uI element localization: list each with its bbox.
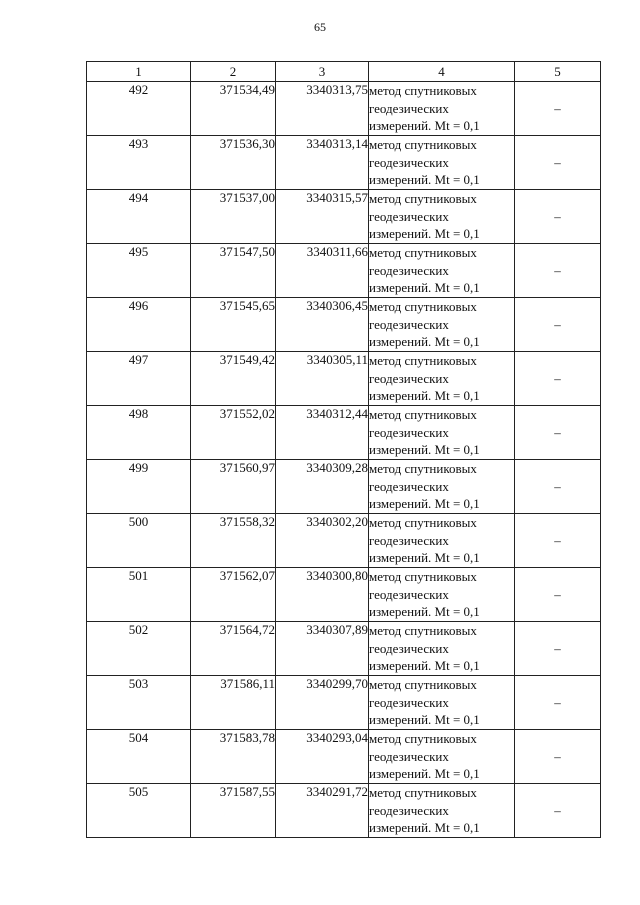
coordinates-table	[86, 61, 601, 838]
accuracy-cell: –	[515, 82, 601, 136]
table-header-row	[87, 62, 601, 82]
method-line: измерений. Mt = 0,1	[369, 226, 480, 241]
method-line: измерений. Mt = 0,1	[369, 766, 480, 781]
accuracy-cell: –	[515, 406, 601, 460]
page-number: 65	[314, 20, 326, 34]
accuracy-cell: –	[515, 298, 601, 352]
point-number-cell: 497	[87, 352, 191, 406]
method-cell	[369, 730, 515, 784]
method-line: геодезических	[369, 586, 449, 602]
point-number-cell: 492	[87, 82, 191, 136]
y-coordinate-cell: 3340315,57	[276, 190, 369, 244]
x-coordinate-cell: 371536,30	[191, 136, 276, 190]
method-line: геодезических	[369, 370, 449, 386]
y-coordinate-cell: 3340302,20	[276, 514, 369, 568]
table-row	[87, 82, 601, 136]
method-line: геодезических	[369, 802, 449, 818]
header-cell: 2	[191, 62, 276, 82]
method-line: измерений. Mt = 0,1	[369, 820, 480, 835]
header-cell: 5	[515, 62, 601, 82]
point-number-cell: 494	[87, 190, 191, 244]
x-coordinate-cell: 371587,55	[191, 784, 276, 838]
method-cell	[369, 568, 515, 622]
method-line: метод спутниковых	[369, 569, 477, 584]
accuracy-cell: –	[515, 244, 601, 298]
x-coordinate-cell: 371545,65	[191, 298, 276, 352]
table-row	[87, 136, 601, 190]
x-coordinate-cell: 371583,78	[191, 730, 276, 784]
method-cell	[369, 352, 515, 406]
accuracy-cell: –	[515, 190, 601, 244]
accuracy-cell: –	[515, 136, 601, 190]
header-cell: 3	[276, 62, 369, 82]
method-line: метод спутниковых	[369, 299, 477, 314]
accuracy-cell: –	[515, 676, 601, 730]
point-number-cell: 499	[87, 460, 191, 514]
method-line: геодезических	[369, 532, 449, 548]
header-cell: 1	[87, 62, 191, 82]
point-number-cell: 503	[87, 676, 191, 730]
table-body	[87, 82, 601, 838]
method-cell	[369, 514, 515, 568]
method-line: измерений. Mt = 0,1	[369, 118, 480, 133]
x-coordinate-cell: 371549,42	[191, 352, 276, 406]
method-line: геодезических	[369, 208, 449, 224]
y-coordinate-cell: 3340307,89	[276, 622, 369, 676]
accuracy-cell: –	[515, 730, 601, 784]
method-line: измерений. Mt = 0,1	[369, 388, 480, 403]
method-line: метод спутниковых	[369, 461, 477, 476]
method-line: измерений. Mt = 0,1	[369, 172, 480, 187]
accuracy-cell: –	[515, 784, 601, 838]
y-coordinate-cell: 3340305,11	[276, 352, 369, 406]
y-coordinate-cell: 3340313,14	[276, 136, 369, 190]
method-line: геодезических	[369, 262, 449, 278]
accuracy-cell: –	[515, 514, 601, 568]
method-cell	[369, 676, 515, 730]
method-line: измерений. Mt = 0,1	[369, 442, 480, 457]
table-row	[87, 190, 601, 244]
method-line: измерений. Mt = 0,1	[369, 604, 480, 619]
method-line: измерений. Mt = 0,1	[369, 550, 480, 565]
method-line: геодезических	[369, 694, 449, 710]
point-number-cell: 501	[87, 568, 191, 622]
method-line: метод спутниковых	[369, 623, 477, 638]
method-cell	[369, 136, 515, 190]
table-row	[87, 514, 601, 568]
accuracy-cell: –	[515, 352, 601, 406]
method-line: измерений. Mt = 0,1	[369, 280, 480, 295]
table-row	[87, 298, 601, 352]
table-row	[87, 784, 601, 838]
method-line: метод спутниковых	[369, 515, 477, 530]
method-line: метод спутниковых	[369, 245, 477, 260]
point-number-cell: 502	[87, 622, 191, 676]
method-cell	[369, 82, 515, 136]
accuracy-cell: –	[515, 568, 601, 622]
point-number-cell: 504	[87, 730, 191, 784]
table-row	[87, 676, 601, 730]
y-coordinate-cell: 3340313,75	[276, 82, 369, 136]
table-row	[87, 568, 601, 622]
header-cell: 4	[369, 62, 515, 82]
method-cell	[369, 784, 515, 838]
point-number-cell: 500	[87, 514, 191, 568]
method-cell	[369, 190, 515, 244]
method-cell	[369, 406, 515, 460]
method-line: геодезических	[369, 424, 449, 440]
point-number-cell: 493	[87, 136, 191, 190]
y-coordinate-cell: 3340300,80	[276, 568, 369, 622]
method-line: метод спутниковых	[369, 677, 477, 692]
method-line: метод спутниковых	[369, 137, 477, 152]
method-line: геодезических	[369, 316, 449, 332]
method-cell	[369, 298, 515, 352]
x-coordinate-cell: 371586,11	[191, 676, 276, 730]
y-coordinate-cell: 3340309,28	[276, 460, 369, 514]
point-number-cell: 496	[87, 298, 191, 352]
method-line: метод спутниковых	[369, 353, 477, 368]
y-coordinate-cell: 3340293,04	[276, 730, 369, 784]
x-coordinate-cell: 371534,49	[191, 82, 276, 136]
method-cell	[369, 244, 515, 298]
table-row	[87, 460, 601, 514]
method-line: метод спутниковых	[369, 191, 477, 206]
y-coordinate-cell: 3340291,72	[276, 784, 369, 838]
y-coordinate-cell: 3340299,70	[276, 676, 369, 730]
table-row	[87, 622, 601, 676]
method-line: метод спутниковых	[369, 785, 477, 800]
table-row	[87, 730, 601, 784]
method-line: измерений. Mt = 0,1	[369, 334, 480, 349]
method-line: геодезических	[369, 640, 449, 656]
table-row	[87, 352, 601, 406]
y-coordinate-cell: 3340306,45	[276, 298, 369, 352]
method-line: геодезических	[369, 154, 449, 170]
y-coordinate-cell: 3340312,44	[276, 406, 369, 460]
x-coordinate-cell: 371560,97	[191, 460, 276, 514]
x-coordinate-cell: 371552,02	[191, 406, 276, 460]
accuracy-cell: –	[515, 622, 601, 676]
method-line: метод спутниковых	[369, 731, 477, 746]
y-coordinate-cell: 3340311,66	[276, 244, 369, 298]
point-number-cell: 495	[87, 244, 191, 298]
method-line: метод спутниковых	[369, 407, 477, 422]
x-coordinate-cell: 371547,50	[191, 244, 276, 298]
method-line: геодезических	[369, 478, 449, 494]
point-number-cell: 505	[87, 784, 191, 838]
method-line: измерений. Mt = 0,1	[369, 496, 480, 511]
table-row	[87, 244, 601, 298]
point-number-cell: 498	[87, 406, 191, 460]
method-cell	[369, 622, 515, 676]
x-coordinate-cell: 371564,72	[191, 622, 276, 676]
method-line: измерений. Mt = 0,1	[369, 658, 480, 673]
x-coordinate-cell: 371537,00	[191, 190, 276, 244]
method-line: измерений. Mt = 0,1	[369, 712, 480, 727]
x-coordinate-cell: 371558,32	[191, 514, 276, 568]
method-line: геодезических	[369, 748, 449, 764]
method-cell	[369, 460, 515, 514]
table-row	[87, 406, 601, 460]
x-coordinate-cell: 371562,07	[191, 568, 276, 622]
accuracy-cell: –	[515, 460, 601, 514]
method-line: геодезических	[369, 100, 449, 116]
method-line: метод спутниковых	[369, 83, 477, 98]
